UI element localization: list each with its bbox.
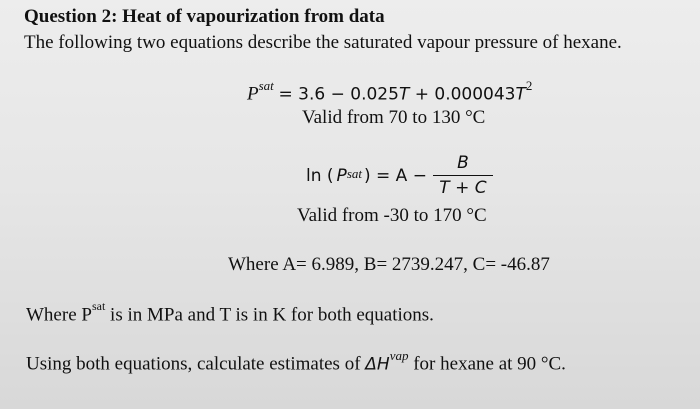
units-prefix: Where P — [26, 304, 92, 326]
eq2-denominator: T + C — [439, 178, 487, 198]
question-heading: Question 2: Heat of vapourization from data — [24, 6, 385, 27]
eq1-rhs-t2: T — [515, 84, 526, 105]
units-text — [26, 299, 434, 326]
eq2-lhs-superscript: sat — [346, 165, 362, 181]
eq1-lhs-superscript: sat — [258, 78, 274, 93]
equation-2 — [306, 153, 493, 198]
equation-1 — [247, 80, 532, 105]
equation-2-validity: Valid from -30 to 170 °C — [297, 205, 487, 226]
intro-text: The following two equations describe the saturated vapour pressure of hexane. — [24, 32, 622, 53]
eq1-lhs-symbol: P — [247, 83, 259, 105]
constants-text: Where A= 6.989, B= 2739.247, C= -46.87 — [228, 254, 550, 275]
eq1-rhs-prefix: = 3.6 − 0.025 — [278, 84, 399, 105]
equation-1-validity: Valid from 70 to 130 °C — [302, 107, 486, 128]
question-suffix: for hexane at 90 °C. — [408, 353, 566, 375]
units-superscript: sat — [91, 299, 106, 313]
question-text — [26, 350, 566, 375]
eq2-fraction — [433, 153, 493, 198]
eq2-numerator: B — [433, 153, 493, 176]
eq1-rhs-t: T — [398, 84, 410, 105]
question-delta-h: ΔH — [365, 354, 390, 375]
question-superscript: vap — [389, 348, 409, 363]
eq2-lhs-suffix: ) = A − — [363, 165, 427, 186]
eq2-lhs-prefix: ln ( — [306, 165, 334, 186]
eq1-rhs-middle: + 0.000043 — [409, 84, 516, 105]
eq1-rhs-exponent: 2 — [525, 78, 533, 93]
units-suffix: is in MPa and T is in K for both equations. — [105, 304, 434, 326]
question-prefix: Using both equations, calculate estimates of — [26, 353, 366, 375]
eq2-lhs-symbol: P — [336, 165, 347, 186]
